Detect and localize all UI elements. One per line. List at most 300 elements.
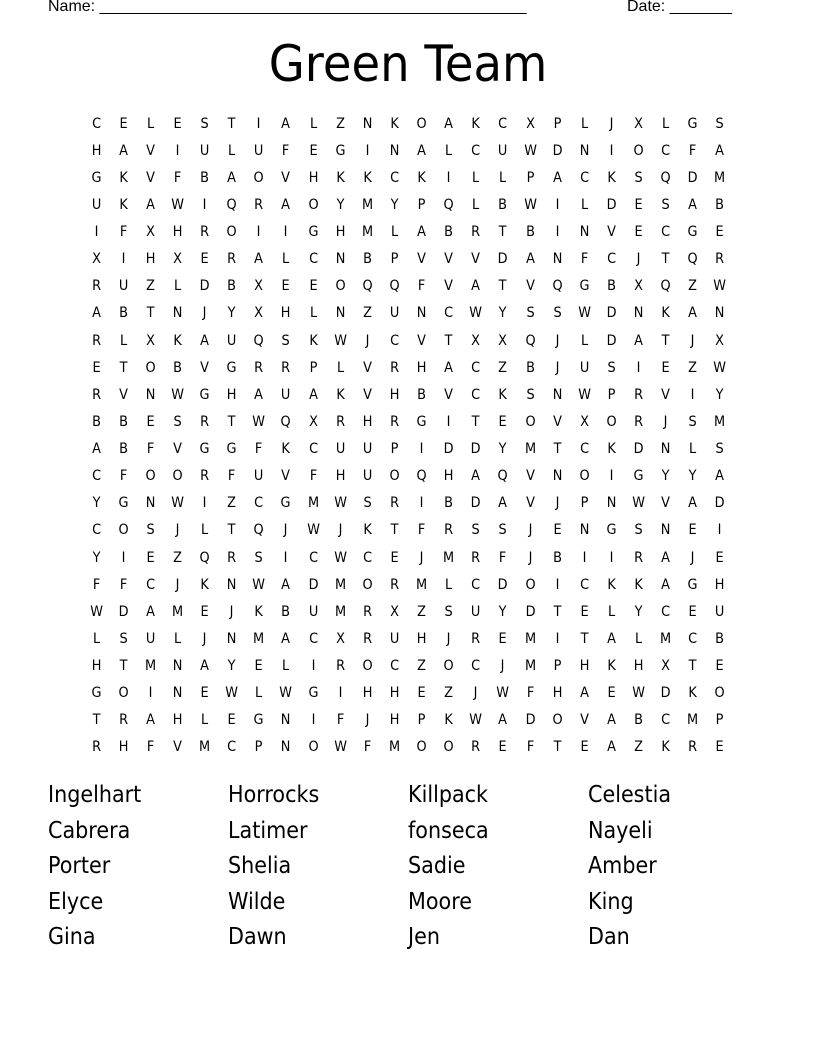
grid-cell[interactable]: U bbox=[389, 630, 400, 647]
grid-cell[interactable]: R bbox=[91, 278, 101, 295]
grid-cell[interactable]: A bbox=[254, 251, 264, 268]
grid-cell[interactable]: N bbox=[633, 305, 644, 322]
grid-cell[interactable]: A bbox=[634, 332, 643, 349]
grid-cell[interactable]: G bbox=[687, 576, 698, 593]
grid-cell[interactable]: L bbox=[146, 115, 154, 132]
grid-cell[interactable]: D bbox=[470, 495, 481, 512]
grid-cell[interactable]: O bbox=[633, 142, 644, 159]
grid-cell[interactable]: K bbox=[661, 739, 670, 756]
grid-cell[interactable]: A bbox=[607, 630, 616, 647]
grid-cell[interactable]: X bbox=[335, 630, 345, 647]
grid-cell[interactable]: V bbox=[200, 359, 209, 376]
grid-cell[interactable]: E bbox=[498, 413, 508, 430]
grid-cell[interactable]: K bbox=[173, 332, 182, 349]
grid-cell[interactable]: W bbox=[333, 549, 347, 566]
grid-cell[interactable]: Z bbox=[417, 658, 426, 674]
grid-cell[interactable]: R bbox=[362, 630, 372, 647]
grid-cell[interactable]: S bbox=[634, 169, 643, 186]
grid-cell[interactable]: L bbox=[390, 224, 399, 240]
grid-cell[interactable]: P bbox=[309, 359, 317, 376]
grid-cell[interactable]: W bbox=[577, 305, 591, 322]
grid-cell[interactable]: D bbox=[525, 712, 536, 729]
grid-cell[interactable]: I bbox=[609, 142, 614, 159]
grid-cell[interactable]: O bbox=[335, 278, 346, 295]
grid-cell[interactable]: F bbox=[146, 441, 155, 457]
grid-cell[interactable]: H bbox=[579, 658, 590, 674]
grid-cell[interactable]: R bbox=[634, 413, 644, 430]
grid-cell[interactable]: K bbox=[634, 576, 643, 593]
grid-cell[interactable]: K bbox=[118, 169, 128, 186]
grid-cell[interactable]: R bbox=[91, 739, 101, 756]
grid-cell[interactable]: U bbox=[199, 142, 210, 159]
grid-cell[interactable]: Q bbox=[362, 278, 373, 295]
grid-cell[interactable]: Q bbox=[389, 278, 400, 295]
grid-cell[interactable]: K bbox=[118, 196, 128, 213]
grid-cell[interactable]: A bbox=[525, 251, 535, 268]
grid-cell[interactable]: E bbox=[308, 278, 318, 295]
grid-cell[interactable]: W bbox=[523, 142, 537, 159]
grid-cell[interactable]: J bbox=[284, 522, 288, 539]
grid-cell[interactable]: A bbox=[417, 224, 426, 240]
grid-cell[interactable]: M bbox=[144, 658, 156, 674]
grid-cell[interactable]: N bbox=[715, 305, 725, 322]
grid-cell[interactable]: F bbox=[227, 468, 236, 485]
grid-cell[interactable]: H bbox=[145, 251, 156, 268]
grid-cell[interactable]: V bbox=[552, 413, 562, 430]
grid-cell[interactable]: V bbox=[579, 712, 589, 729]
grid-cell[interactable]: X bbox=[661, 658, 671, 674]
grid-cell[interactable]: H bbox=[389, 712, 400, 729]
grid-cell[interactable]: F bbox=[92, 576, 100, 593]
grid-cell[interactable]: F bbox=[119, 468, 127, 485]
grid-cell[interactable]: T bbox=[146, 305, 155, 322]
grid-cell[interactable]: I bbox=[419, 495, 424, 512]
grid-cell[interactable]: F bbox=[309, 468, 317, 485]
grid-cell[interactable]: C bbox=[254, 495, 264, 512]
grid-cell[interactable]: E bbox=[715, 658, 725, 674]
grid-cell[interactable]: L bbox=[200, 712, 209, 729]
grid-cell[interactable]: I bbox=[365, 142, 370, 159]
grid-cell[interactable]: N bbox=[335, 251, 346, 268]
grid-cell[interactable]: R bbox=[200, 468, 210, 485]
grid-cell[interactable]: R bbox=[389, 576, 399, 593]
grid-cell[interactable]: X bbox=[579, 413, 589, 430]
grid-cell[interactable]: D bbox=[525, 603, 536, 620]
grid-cell[interactable]: A bbox=[661, 576, 671, 593]
grid-cell[interactable]: I bbox=[446, 413, 451, 430]
grid-cell[interactable]: X bbox=[254, 305, 264, 322]
grid-cell[interactable]: A bbox=[200, 658, 209, 674]
grid-cell[interactable]: U bbox=[335, 441, 345, 457]
grid-cell[interactable]: B bbox=[525, 224, 535, 240]
grid-cell[interactable]: D bbox=[633, 441, 644, 457]
grid-cell[interactable]: R bbox=[254, 196, 264, 213]
grid-cell[interactable]: G bbox=[633, 468, 644, 485]
grid-cell[interactable]: K bbox=[390, 115, 399, 132]
grid-cell[interactable]: Y bbox=[92, 495, 101, 512]
grid-cell[interactable]: E bbox=[390, 549, 399, 566]
grid-cell[interactable]: R bbox=[227, 251, 237, 268]
grid-cell[interactable]: D bbox=[552, 142, 563, 159]
grid-cell[interactable]: I bbox=[555, 576, 560, 593]
grid-cell[interactable]: B bbox=[498, 196, 508, 213]
grid-cell[interactable]: E bbox=[146, 413, 155, 430]
grid-cell[interactable]: R bbox=[254, 359, 264, 376]
grid-cell[interactable]: O bbox=[145, 468, 156, 485]
grid-cell[interactable]: E bbox=[715, 549, 725, 566]
grid-cell[interactable]: R bbox=[91, 332, 101, 349]
grid-cell[interactable]: J bbox=[501, 658, 505, 674]
grid-cell[interactable]: S bbox=[525, 305, 535, 322]
grid-cell[interactable]: K bbox=[281, 441, 291, 457]
grid-cell[interactable]: O bbox=[443, 658, 454, 674]
grid-cell[interactable]: H bbox=[335, 224, 346, 240]
grid-cell[interactable]: W bbox=[632, 685, 645, 702]
grid-cell[interactable]: N bbox=[389, 142, 400, 159]
grid-cell[interactable]: Y bbox=[498, 441, 507, 457]
grid-cell[interactable]: X bbox=[91, 251, 101, 268]
grid-cell[interactable]: S bbox=[715, 115, 725, 132]
grid-cell[interactable]: A bbox=[579, 685, 589, 702]
grid-cell[interactable]: E bbox=[607, 685, 616, 702]
grid-cell[interactable]: F bbox=[173, 169, 182, 186]
grid-cell[interactable]: N bbox=[281, 712, 291, 729]
grid-cell[interactable]: P bbox=[390, 441, 399, 457]
grid-cell[interactable]: V bbox=[607, 224, 616, 240]
grid-cell[interactable]: O bbox=[552, 712, 563, 729]
grid-cell[interactable]: J bbox=[690, 549, 695, 566]
grid-cell[interactable]: F bbox=[255, 441, 263, 457]
grid-cell[interactable]: I bbox=[94, 224, 98, 240]
grid-cell[interactable]: I bbox=[690, 386, 695, 403]
grid-cell[interactable]: C bbox=[661, 712, 671, 729]
grid-cell[interactable]: E bbox=[688, 522, 697, 539]
grid-cell[interactable]: B bbox=[227, 278, 237, 295]
grid-cell[interactable]: X bbox=[145, 224, 155, 240]
grid-cell[interactable]: P bbox=[254, 739, 263, 756]
grid-cell[interactable]: J bbox=[202, 630, 207, 647]
grid-cell[interactable]: S bbox=[661, 196, 670, 213]
grid-cell[interactable]: G bbox=[226, 441, 237, 457]
grid-cell[interactable]: P bbox=[553, 115, 562, 132]
grid-cell[interactable]: A bbox=[688, 305, 698, 322]
grid-cell[interactable]: O bbox=[307, 196, 319, 213]
grid-cell[interactable]: E bbox=[281, 278, 291, 295]
grid-cell[interactable]: C bbox=[688, 630, 698, 647]
grid-cell[interactable]: G bbox=[687, 115, 698, 132]
grid-cell[interactable]: Q bbox=[226, 196, 237, 213]
grid-cell[interactable]: Y bbox=[498, 603, 507, 620]
grid-cell[interactable]: E bbox=[417, 685, 426, 702]
grid-cell[interactable]: R bbox=[389, 413, 399, 430]
grid-cell[interactable]: H bbox=[416, 630, 427, 647]
grid-cell[interactable]: A bbox=[471, 468, 481, 485]
grid-cell[interactable]: M bbox=[334, 576, 346, 593]
grid-cell[interactable]: E bbox=[200, 603, 209, 620]
grid-cell[interactable]: S bbox=[525, 386, 535, 403]
grid-cell[interactable]: K bbox=[417, 169, 426, 186]
grid-cell[interactable]: O bbox=[253, 169, 264, 186]
grid-cell[interactable]: T bbox=[119, 359, 128, 376]
grid-cell[interactable]: N bbox=[172, 658, 183, 674]
grid-cell[interactable]: B bbox=[281, 603, 291, 620]
grid-cell[interactable]: L bbox=[634, 630, 643, 647]
grid-cell[interactable]: L bbox=[309, 305, 317, 322]
grid-cell[interactable]: C bbox=[661, 603, 671, 620]
grid-cell[interactable]: Y bbox=[498, 305, 507, 322]
grid-cell[interactable]: N bbox=[335, 305, 346, 322]
grid-cell[interactable]: F bbox=[417, 522, 426, 539]
grid-cell[interactable]: F bbox=[336, 712, 344, 729]
grid-cell[interactable]: T bbox=[553, 441, 562, 457]
grid-cell[interactable]: I bbox=[148, 685, 153, 702]
grid-cell[interactable]: J bbox=[338, 522, 343, 539]
grid-cell[interactable]: O bbox=[714, 685, 726, 702]
grid-cell[interactable]: A bbox=[281, 576, 291, 593]
grid-cell[interactable]: Z bbox=[362, 305, 372, 322]
grid-cell[interactable]: W bbox=[252, 413, 266, 430]
grid-cell[interactable]: Q bbox=[253, 522, 264, 539]
grid-cell[interactable]: U bbox=[471, 603, 481, 620]
grid-cell[interactable]: L bbox=[689, 441, 697, 457]
grid-cell[interactable]: H bbox=[715, 576, 725, 593]
grid-cell[interactable]: D bbox=[606, 196, 617, 213]
grid-cell[interactable]: G bbox=[199, 441, 210, 457]
grid-cell[interactable]: A bbox=[200, 332, 209, 349]
grid-cell[interactable]: R bbox=[281, 359, 291, 376]
grid-cell[interactable]: A bbox=[254, 386, 264, 403]
grid-cell[interactable]: G bbox=[280, 495, 291, 512]
grid-cell[interactable]: I bbox=[256, 224, 261, 240]
grid-cell[interactable]: D bbox=[497, 576, 508, 593]
grid-cell[interactable]: E bbox=[227, 712, 236, 729]
grid-cell[interactable]: J bbox=[365, 712, 370, 729]
grid-cell[interactable]: V bbox=[444, 386, 454, 403]
grid-cell[interactable]: A bbox=[444, 359, 454, 376]
grid-cell[interactable]: Q bbox=[280, 413, 292, 430]
grid-cell[interactable]: R bbox=[227, 549, 237, 566]
grid-cell[interactable]: Q bbox=[253, 332, 264, 349]
grid-cell[interactable]: P bbox=[417, 712, 426, 729]
grid-cell[interactable]: L bbox=[309, 115, 317, 132]
grid-cell[interactable]: R bbox=[91, 386, 101, 403]
grid-cell[interactable]: A bbox=[417, 142, 426, 159]
grid-cell[interactable]: M bbox=[415, 576, 428, 593]
grid-cell[interactable]: Q bbox=[660, 278, 671, 295]
grid-cell[interactable]: T bbox=[553, 739, 562, 756]
grid-cell[interactable]: F bbox=[526, 739, 534, 756]
grid-cell[interactable]: X bbox=[390, 603, 399, 620]
grid-cell[interactable]: I bbox=[121, 251, 126, 268]
grid-cell[interactable]: Z bbox=[444, 685, 454, 702]
grid-cell[interactable]: O bbox=[524, 413, 536, 430]
grid-cell[interactable]: I bbox=[446, 169, 451, 186]
grid-cell[interactable]: K bbox=[471, 115, 481, 132]
grid-cell[interactable]: C bbox=[91, 468, 101, 485]
grid-cell[interactable]: M bbox=[307, 495, 319, 512]
grid-cell[interactable]: R bbox=[634, 549, 644, 566]
grid-cell[interactable]: G bbox=[335, 142, 346, 159]
grid-cell[interactable]: H bbox=[362, 413, 373, 430]
grid-cell[interactable]: W bbox=[496, 685, 510, 702]
grid-cell[interactable]: V bbox=[417, 251, 426, 268]
grid-cell[interactable]: D bbox=[308, 576, 319, 593]
grid-cell[interactable]: N bbox=[579, 142, 590, 159]
grid-cell[interactable]: T bbox=[92, 712, 101, 729]
grid-cell[interactable]: C bbox=[389, 658, 399, 674]
grid-cell[interactable]: H bbox=[416, 359, 427, 376]
grid-cell[interactable]: U bbox=[389, 305, 400, 322]
grid-cell[interactable]: C bbox=[471, 142, 481, 159]
grid-cell[interactable]: M bbox=[524, 658, 536, 674]
grid-cell[interactable]: I bbox=[256, 115, 261, 132]
grid-cell[interactable]: R bbox=[118, 712, 128, 729]
grid-cell[interactable]: T bbox=[227, 115, 236, 132]
grid-cell[interactable]: D bbox=[443, 441, 454, 457]
grid-cell[interactable]: R bbox=[471, 549, 481, 566]
grid-cell[interactable]: T bbox=[661, 332, 670, 349]
grid-cell[interactable]: H bbox=[226, 386, 237, 403]
grid-cell[interactable]: B bbox=[444, 224, 454, 240]
grid-cell[interactable]: L bbox=[662, 115, 670, 132]
grid-cell[interactable]: Z bbox=[688, 359, 698, 376]
grid-cell[interactable]: V bbox=[444, 251, 454, 268]
grid-cell[interactable]: P bbox=[580, 495, 589, 512]
grid-cell[interactable]: E bbox=[200, 685, 209, 702]
grid-cell[interactable]: C bbox=[606, 251, 616, 268]
grid-cell[interactable]: O bbox=[362, 658, 373, 674]
grid-cell[interactable]: A bbox=[498, 495, 508, 512]
grid-cell[interactable]: Z bbox=[227, 495, 237, 512]
grid-cell[interactable]: U bbox=[579, 359, 590, 376]
grid-cell[interactable]: Y bbox=[715, 386, 724, 403]
grid-cell[interactable]: N bbox=[226, 576, 237, 593]
grid-cell[interactable]: M bbox=[714, 413, 726, 430]
grid-cell[interactable]: N bbox=[281, 739, 291, 756]
grid-cell[interactable]: E bbox=[308, 142, 318, 159]
grid-cell[interactable]: W bbox=[171, 495, 184, 512]
grid-cell[interactable]: J bbox=[419, 549, 424, 566]
grid-cell[interactable]: W bbox=[333, 332, 347, 349]
grid-cell[interactable]: W bbox=[577, 386, 591, 403]
grid-cell[interactable]: R bbox=[389, 359, 399, 376]
grid-cell[interactable]: O bbox=[579, 468, 590, 485]
grid-cell[interactable]: L bbox=[282, 251, 290, 268]
grid-cell[interactable]: Q bbox=[497, 468, 509, 485]
grid-cell[interactable]: S bbox=[688, 413, 697, 430]
grid-cell[interactable]: D bbox=[687, 169, 698, 186]
grid-cell[interactable]: M bbox=[334, 603, 346, 620]
grid-cell[interactable]: A bbox=[281, 196, 291, 213]
grid-cell[interactable]: U bbox=[226, 332, 237, 349]
grid-cell[interactable]: F bbox=[119, 224, 127, 240]
grid-cell[interactable]: R bbox=[471, 739, 481, 756]
grid-cell[interactable]: G bbox=[199, 386, 210, 403]
grid-cell[interactable]: M bbox=[714, 169, 726, 186]
grid-cell[interactable]: L bbox=[580, 196, 588, 213]
grid-cell[interactable]: U bbox=[281, 386, 291, 403]
grid-cell[interactable]: C bbox=[227, 739, 237, 756]
grid-cell[interactable]: M bbox=[443, 549, 455, 566]
grid-cell[interactable]: Y bbox=[634, 603, 643, 620]
grid-cell[interactable]: V bbox=[471, 251, 481, 268]
grid-cell[interactable]: D bbox=[470, 441, 481, 457]
grid-cell[interactable]: B bbox=[200, 169, 209, 186]
grid-cell[interactable]: C bbox=[308, 549, 318, 566]
grid-cell[interactable]: J bbox=[555, 495, 560, 512]
grid-cell[interactable]: O bbox=[524, 576, 536, 593]
grid-cell[interactable]: D bbox=[714, 495, 725, 512]
grid-cell[interactable]: X bbox=[145, 332, 155, 349]
grid-cell[interactable]: J bbox=[528, 549, 532, 566]
grid-cell[interactable]: E bbox=[715, 739, 725, 756]
grid-cell[interactable]: A bbox=[498, 712, 508, 729]
grid-cell[interactable]: J bbox=[175, 576, 180, 593]
grid-cell[interactable]: E bbox=[119, 115, 128, 132]
grid-cell[interactable]: W bbox=[89, 603, 103, 620]
grid-cell[interactable]: C bbox=[389, 332, 399, 349]
grid-cell[interactable]: R bbox=[688, 739, 698, 756]
grid-cell[interactable]: Q bbox=[687, 251, 698, 268]
grid-cell[interactable]: F bbox=[689, 142, 697, 159]
grid-cell[interactable]: H bbox=[91, 142, 101, 159]
grid-cell[interactable]: B bbox=[715, 196, 725, 213]
grid-cell[interactable]: T bbox=[444, 332, 453, 349]
grid-cell[interactable]: T bbox=[119, 658, 128, 674]
grid-cell[interactable]: U bbox=[308, 603, 318, 620]
grid-cell[interactable]: J bbox=[663, 413, 668, 430]
grid-cell[interactable]: N bbox=[226, 630, 237, 647]
grid-cell[interactable]: F bbox=[417, 278, 426, 295]
grid-cell[interactable]: A bbox=[607, 739, 616, 756]
grid-cell[interactable]: V bbox=[417, 332, 426, 349]
grid-cell[interactable]: U bbox=[362, 468, 373, 485]
grid-cell[interactable]: I bbox=[555, 196, 560, 213]
grid-cell[interactable]: K bbox=[335, 386, 345, 403]
grid-cell[interactable]: V bbox=[444, 278, 454, 295]
grid-cell[interactable]: L bbox=[472, 169, 480, 186]
grid-cell[interactable]: N bbox=[660, 522, 671, 539]
grid-cell[interactable]: T bbox=[580, 630, 589, 647]
grid-cell[interactable]: G bbox=[687, 224, 698, 240]
grid-cell[interactable]: L bbox=[92, 630, 100, 647]
grid-cell[interactable]: K bbox=[335, 169, 345, 186]
grid-cell[interactable]: S bbox=[363, 495, 372, 512]
grid-cell[interactable]: J bbox=[446, 630, 451, 647]
grid-cell[interactable]: Y bbox=[227, 658, 236, 674]
grid-cell[interactable]: A bbox=[688, 196, 698, 213]
grid-cell[interactable]: A bbox=[607, 712, 616, 729]
grid-cell[interactable]: V bbox=[281, 169, 291, 186]
grid-cell[interactable]: H bbox=[389, 386, 400, 403]
grid-cell[interactable]: L bbox=[499, 169, 507, 186]
grid-cell[interactable]: C bbox=[308, 441, 318, 457]
grid-cell[interactable]: M bbox=[361, 196, 373, 213]
grid-cell[interactable]: K bbox=[363, 169, 372, 186]
grid-cell[interactable]: I bbox=[121, 549, 126, 566]
grid-cell[interactable]: U bbox=[254, 142, 264, 159]
grid-cell[interactable]: O bbox=[118, 522, 129, 539]
grid-cell[interactable]: M bbox=[524, 630, 536, 647]
grid-cell[interactable]: Z bbox=[335, 115, 345, 132]
grid-cell[interactable]: V bbox=[362, 359, 372, 376]
grid-cell[interactable]: I bbox=[419, 441, 424, 457]
grid-cell[interactable]: R bbox=[200, 413, 210, 430]
grid-cell[interactable]: F bbox=[526, 685, 534, 702]
grid-cell[interactable]: E bbox=[688, 603, 697, 620]
grid-cell[interactable]: Y bbox=[336, 196, 345, 213]
grid-cell[interactable]: B bbox=[91, 413, 101, 430]
